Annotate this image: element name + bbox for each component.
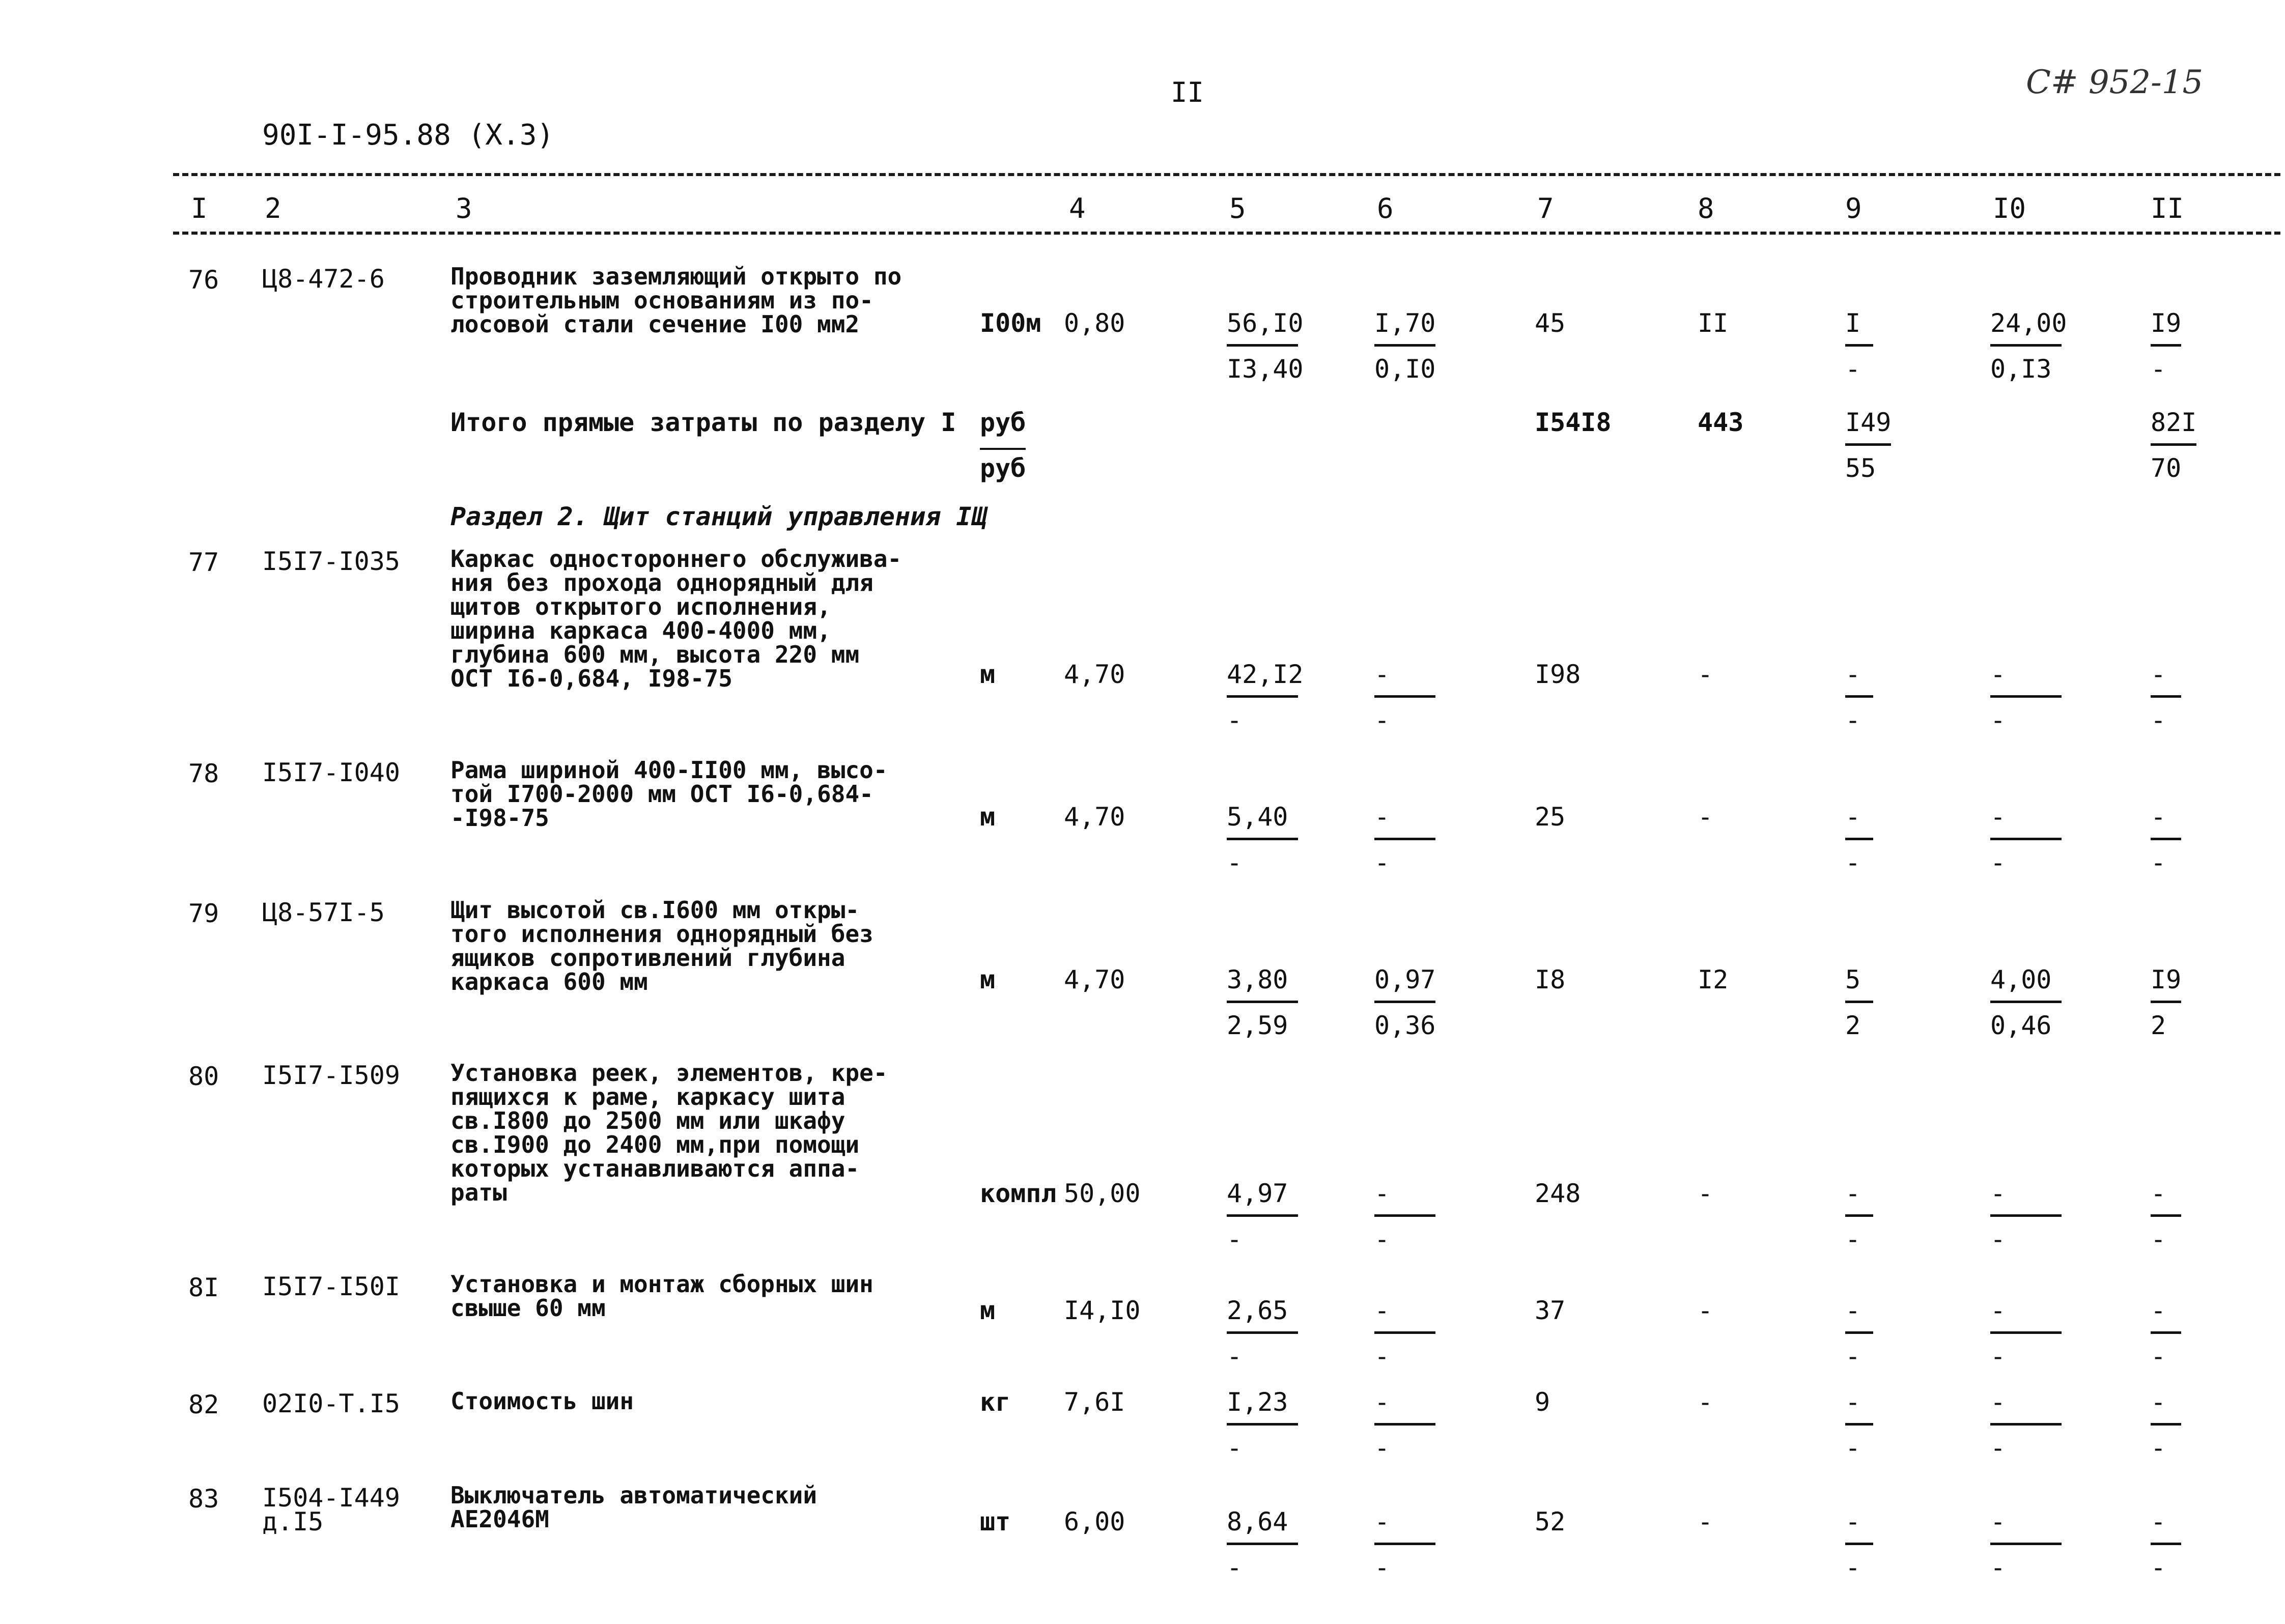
row-col6-numerator: - (1374, 802, 1390, 832)
row-col10-numerator: 24,00 (1990, 308, 2067, 338)
row-unit: I00м (980, 308, 1041, 338)
row-col10-numerator: - (1990, 802, 2006, 832)
row-col6-denominator: - (1374, 1553, 1390, 1582)
row-col10-bar (1990, 695, 2062, 698)
row-col9-bar (1845, 1423, 1873, 1426)
row-col10 (1990, 1179, 2051, 1254)
row-col5-denominator: - (1227, 705, 1243, 735)
row-col10-numerator: 4,00 (1990, 965, 2052, 994)
row-col5-numerator: I,23 (1227, 1387, 1288, 1417)
row-col6-numerator: - (1374, 660, 1390, 689)
row-code: I504-I449 д.I5 (262, 1483, 400, 1536)
row-col6-numerator: - (1374, 1507, 1390, 1536)
row-col9-numerator: - (1845, 1179, 1861, 1208)
row-col5 (1227, 802, 1288, 877)
row-code: I5I7-I509 (262, 1061, 400, 1090)
row-col9 (1845, 1296, 1906, 1371)
row-col11-bar (2151, 838, 2181, 840)
row-unit: м (980, 1296, 996, 1325)
subtotal-col7: I54I8 (1535, 408, 1612, 437)
row-col11-denominator: 2 (2151, 1011, 2166, 1040)
row-number: 78 (188, 759, 219, 788)
subtotal-col11-numerator: 82I (2151, 408, 2197, 437)
row-col6 (1374, 1507, 1435, 1582)
row-code: I5I7-I040 (262, 758, 400, 787)
row-col8: I2 (1698, 965, 1729, 994)
row-col10-denominator: - (1990, 1342, 2006, 1371)
row-col10 (1990, 1296, 2051, 1371)
row-col9-denominator: - (1845, 848, 1861, 877)
row-col6 (1374, 965, 1436, 1040)
col-header-5: 5 (1229, 192, 1246, 224)
row-col9-bar (1845, 695, 1873, 698)
row-col8: - (1698, 1387, 1713, 1417)
row-col6-bar (1374, 1214, 1435, 1217)
row-col11-numerator: - (2151, 802, 2166, 832)
row-col10-bar (1990, 838, 2062, 840)
row-col7: I98 (1535, 660, 1581, 689)
subtotal-col9-numerator: I49 (1845, 408, 1892, 437)
row-col9 (1845, 802, 1906, 877)
col-header-1: I (191, 192, 208, 224)
row-col6 (1374, 1296, 1435, 1371)
col-header-6: 6 (1377, 192, 1394, 224)
row-col6-bar (1374, 1001, 1435, 1003)
row-number: 82 (188, 1390, 219, 1419)
row-col11-numerator: - (2151, 660, 2166, 689)
row-col10-numerator: - (1990, 1296, 2006, 1325)
row-col11 (2151, 965, 2212, 1040)
row-col8: - (1698, 1179, 1713, 1208)
row-col10 (1990, 965, 2052, 1040)
row-col7: 45 (1535, 308, 1566, 338)
row-col11 (2151, 308, 2212, 384)
row-col5-bar (1227, 1214, 1298, 1217)
row-col11-bar (2151, 1423, 2181, 1426)
row-col9 (1845, 308, 1906, 384)
row-col11 (2151, 660, 2212, 735)
row-col6-denominator: - (1374, 1433, 1390, 1463)
row-col6-denominator: - (1374, 848, 1390, 877)
row-col9-denominator: - (1845, 1433, 1861, 1463)
row-col9 (1845, 1507, 1906, 1582)
row-col11-bar (2151, 1331, 2181, 1334)
row-col8: II (1698, 308, 1729, 338)
row-col6-numerator: - (1374, 1179, 1390, 1208)
row-col5-numerator: 56,I0 (1227, 308, 1304, 338)
row-col11-denominator: - (2151, 1433, 2166, 1463)
subtotal-col11-bar (2151, 443, 2196, 446)
row-quantity: 0,80 (1064, 308, 1125, 338)
subtotal-col9-denominator: 55 (1845, 453, 1876, 483)
col-header-8: 8 (1698, 192, 1714, 224)
archive-stamp: C# 952-15 (2026, 64, 2204, 101)
section-title: Раздел 2. Щит станций управления IЩ (450, 502, 987, 531)
subtotal-col8: 443 (1698, 408, 1744, 437)
col-header-4: 4 (1069, 192, 1086, 224)
row-col9-bar (1845, 1214, 1873, 1217)
row-col11 (2151, 1387, 2212, 1463)
row-col8: - (1698, 1296, 1713, 1325)
subtotal-col11-denominator: 70 (2151, 453, 2182, 483)
row-col6 (1374, 1387, 1435, 1463)
col-header-10: I0 (1993, 192, 2026, 224)
row-col8: - (1698, 660, 1713, 689)
row-col6-numerator: - (1374, 1387, 1390, 1417)
row-col7: 9 (1535, 1387, 1550, 1417)
row-col9-bar (1845, 1331, 1873, 1334)
row-col6-bar (1374, 838, 1435, 840)
row-col10-bar (1990, 1214, 2062, 1217)
row-col11-numerator: I9 (2151, 308, 2182, 338)
row-col10-numerator: - (1990, 1387, 2006, 1417)
row-col7: 248 (1535, 1179, 1581, 1208)
row-col9 (1845, 660, 1906, 735)
subtotal-label: Итого прямые затраты по разделу I (450, 408, 956, 437)
row-col11 (2151, 1507, 2212, 1582)
row-description: Стоимость шин (450, 1387, 634, 1415)
row-col9-denominator: 2 (1845, 1011, 1861, 1040)
row-col11-numerator: - (2151, 1387, 2166, 1417)
row-col5 (1227, 660, 1304, 735)
row-col10-bar (1990, 1001, 2062, 1003)
row-unit: компл (980, 1179, 1057, 1208)
row-col11 (2151, 802, 2212, 877)
row-col11-denominator: - (2151, 354, 2166, 384)
row-col6-numerator: - (1374, 1296, 1390, 1325)
row-col11-bar (2151, 344, 2181, 347)
row-quantity: 7,6I (1064, 1387, 1125, 1417)
row-col10-bar (1990, 1331, 2062, 1334)
row-col9-denominator: - (1845, 1342, 1861, 1371)
row-col10-numerator: - (1990, 1507, 2006, 1536)
row-col5 (1227, 1387, 1288, 1463)
row-col11-bar (2151, 1543, 2181, 1545)
row-col8: - (1698, 802, 1713, 832)
col-header-2: 2 (265, 192, 281, 224)
row-col11-denominator: - (2151, 1342, 2166, 1371)
subtotal-col11 (2151, 408, 2212, 483)
row-quantity: I4,I0 (1064, 1296, 1141, 1325)
row-col10-denominator: - (1990, 848, 2006, 877)
subtotal-col9-bar (1845, 443, 1891, 446)
row-col10-bar (1990, 344, 2062, 347)
row-col6 (1374, 660, 1435, 735)
row-col9-numerator: - (1845, 1387, 1861, 1417)
row-col10 (1990, 1507, 2051, 1582)
row-col6 (1374, 802, 1435, 877)
row-col5-bar (1227, 695, 1298, 698)
col-header-7: 7 (1537, 192, 1554, 224)
row-col11-numerator: - (2151, 1507, 2166, 1536)
row-col10-bar (1990, 1423, 2062, 1426)
row-col11-bar (2151, 695, 2181, 698)
row-col9-bar (1845, 838, 1873, 840)
row-number: 79 (188, 899, 219, 928)
row-unit: м (980, 965, 996, 994)
row-quantity: 50,00 (1064, 1179, 1141, 1208)
row-quantity: 4,70 (1064, 965, 1125, 994)
row-description: Установка и монтаж сборных шин свыше 60 мм (450, 1270, 873, 1322)
row-unit: м (980, 802, 996, 832)
row-number: 77 (188, 548, 219, 577)
row-col9-numerator: 5 (1845, 965, 1861, 994)
row-col5-numerator: 2,65 (1227, 1296, 1288, 1325)
col-header-9: 9 (1845, 192, 1862, 224)
row-col6-bar (1374, 344, 1435, 347)
row-col11-denominator: - (2151, 1224, 2166, 1254)
row-col6-bar (1374, 1331, 1435, 1334)
row-col5-numerator: 42,I2 (1227, 660, 1304, 689)
row-col11 (2151, 1296, 2212, 1371)
row-col10-denominator: 0,46 (1990, 1011, 2052, 1040)
row-col5-denominator: - (1227, 1553, 1243, 1582)
header-bottom-rule (173, 232, 2280, 235)
row-col5-bar (1227, 1543, 1298, 1545)
row-col10-denominator: - (1990, 1553, 2006, 1582)
row-col10-denominator: 0,I3 (1990, 354, 2052, 384)
row-col11-numerator: - (2151, 1296, 2166, 1325)
row-col10-denominator: - (1990, 705, 2006, 735)
row-col11-denominator: - (2151, 1553, 2166, 1582)
row-col6 (1374, 1179, 1435, 1254)
row-unit: шт (980, 1507, 1011, 1536)
row-col7: 37 (1535, 1296, 1566, 1325)
row-col5 (1227, 1179, 1288, 1254)
row-col6-bar (1374, 695, 1435, 698)
row-col5-denominator: - (1227, 848, 1243, 877)
subtotal-unit-bottom: руб (980, 453, 1026, 483)
row-col5-bar (1227, 838, 1298, 840)
row-col9-numerator: - (1845, 1507, 1861, 1536)
row-description: Проводник заземляющий открыто по строительным основаниям из по- лосовой стали сечение I00 мм2 (450, 263, 902, 338)
row-col11-bar (2151, 1001, 2181, 1003)
row-col10 (1990, 1387, 2051, 1463)
subtotal-unit-bar (980, 448, 1026, 450)
row-col9 (1845, 1179, 1906, 1254)
row-code: Ц8-57I-5 (262, 898, 385, 927)
row-col5 (1227, 1507, 1288, 1582)
document-code: 90I-I-95.88 (X.3) (262, 119, 554, 152)
row-col11-bar (2151, 1214, 2181, 1217)
row-col9-denominator: - (1845, 1553, 1861, 1582)
row-description: Установка реек, элементов, кре- пящихся к раме, каркасу шита св.I800 до 2500 мм или шкафу св.I900 до 2400 мм,при помощи которых устанавливаются аппа- раты (450, 1059, 888, 1206)
subtotal-unit-top: руб (980, 408, 1026, 437)
row-col9-numerator: - (1845, 802, 1861, 832)
row-col7: 52 (1535, 1507, 1566, 1536)
row-col7: I8 (1535, 965, 1566, 994)
row-code: I5I7-I035 (262, 547, 400, 576)
row-col9-denominator: - (1845, 705, 1861, 735)
row-col10-denominator: - (1990, 1433, 2006, 1463)
row-col5-bar (1227, 1331, 1298, 1334)
row-col5-denominator: - (1227, 1342, 1243, 1371)
row-number: 83 (188, 1484, 219, 1514)
row-col10-bar (1990, 1543, 2062, 1545)
row-number: 80 (188, 1062, 219, 1091)
row-col9 (1845, 1387, 1906, 1463)
row-col5 (1227, 308, 1304, 384)
row-col9-denominator: - (1845, 354, 1861, 384)
row-number: 76 (188, 265, 219, 295)
row-col9-numerator: - (1845, 1296, 1861, 1325)
row-col10-numerator: - (1990, 660, 2006, 689)
col-header-3: 3 (456, 192, 472, 224)
row-col6 (1374, 308, 1436, 384)
row-col6-denominator: - (1374, 1342, 1390, 1371)
row-code: I5I7-I50I (262, 1272, 400, 1301)
row-unit: м (980, 660, 996, 689)
row-col9-bar (1845, 344, 1873, 347)
row-col5-numerator: 8,64 (1227, 1507, 1288, 1536)
row-col9-bar (1845, 1001, 1873, 1003)
row-col5-denominator: I3,40 (1227, 354, 1304, 384)
row-col5-numerator: 4,97 (1227, 1179, 1288, 1208)
row-col9 (1845, 965, 1906, 1040)
row-code: 02I0-Т.I5 (262, 1389, 400, 1418)
row-col5 (1227, 965, 1288, 1040)
row-col5-denominator: - (1227, 1433, 1243, 1463)
row-col9-numerator: - (1845, 660, 1861, 689)
row-col5-bar (1227, 344, 1298, 347)
row-col6-bar (1374, 1423, 1435, 1426)
row-col11 (2151, 1179, 2212, 1254)
row-description: Рама шириной 400-II00 мм, высо- той I700-2000 мм ОСТ I6-0,684- -I98-75 (450, 756, 888, 832)
row-col11-denominator: - (2151, 848, 2166, 877)
row-col10 (1990, 308, 2067, 384)
row-number: 8I (188, 1273, 219, 1302)
row-col5-numerator: 3,80 (1227, 965, 1288, 994)
row-col11-numerator: - (2151, 1179, 2166, 1208)
col-header-11: II (2151, 192, 2184, 224)
row-col10-numerator: - (1990, 1179, 2006, 1208)
row-col9-numerator: I (1845, 308, 1861, 338)
row-col9-denominator: - (1845, 1224, 1861, 1254)
row-col5-bar (1227, 1001, 1298, 1003)
row-unit: кг (980, 1387, 1011, 1417)
row-col5-numerator: 5,40 (1227, 802, 1288, 832)
row-col11-numerator: I9 (2151, 965, 2182, 994)
row-col8: - (1698, 1507, 1713, 1536)
page-number: II (1171, 76, 1204, 108)
row-col5-denominator: 2,59 (1227, 1011, 1288, 1040)
row-quantity: 4,70 (1064, 802, 1125, 832)
row-quantity: 4,70 (1064, 660, 1125, 689)
row-col6-numerator: 0,97 (1374, 965, 1436, 994)
row-col11-denominator: - (2151, 705, 2166, 735)
row-col6-denominator: 0,I0 (1374, 354, 1436, 384)
row-col9-bar (1845, 1543, 1873, 1545)
row-col5-denominator: - (1227, 1224, 1243, 1254)
row-col6-bar (1374, 1543, 1435, 1545)
row-col5-bar (1227, 1423, 1298, 1426)
row-col10-denominator: - (1990, 1224, 2006, 1254)
row-quantity: 6,00 (1064, 1507, 1125, 1536)
row-col7: 25 (1535, 802, 1566, 832)
row-col5 (1227, 1296, 1288, 1371)
row-col10 (1990, 802, 2051, 877)
row-description: Каркас одностороннего обслужива- ния без прохода однорядный для щитов открытого исполнения, ширина каркаса 400-4000 мм, глубина 600 мм, высота 220 мм ОСТ I6-0,684, I98-75 (450, 545, 902, 692)
row-col6-denominator: - (1374, 705, 1390, 735)
row-col6-denominator: 0,36 (1374, 1011, 1436, 1040)
row-code: Ц8-472-6 (262, 264, 385, 294)
subtotal-col9 (1845, 408, 1906, 483)
row-col10 (1990, 660, 2051, 735)
row-col6-numerator: I,70 (1374, 308, 1436, 338)
row-description: Щит высотой св.I600 мм откры- того исполнения однорядный без ящиков сопротивлений глубина каркаса 600 мм (450, 896, 873, 995)
header-top-rule (173, 173, 2280, 176)
row-description: Выключатель автоматический АЕ2046М (450, 1481, 817, 1533)
row-col6-denominator: - (1374, 1224, 1390, 1254)
